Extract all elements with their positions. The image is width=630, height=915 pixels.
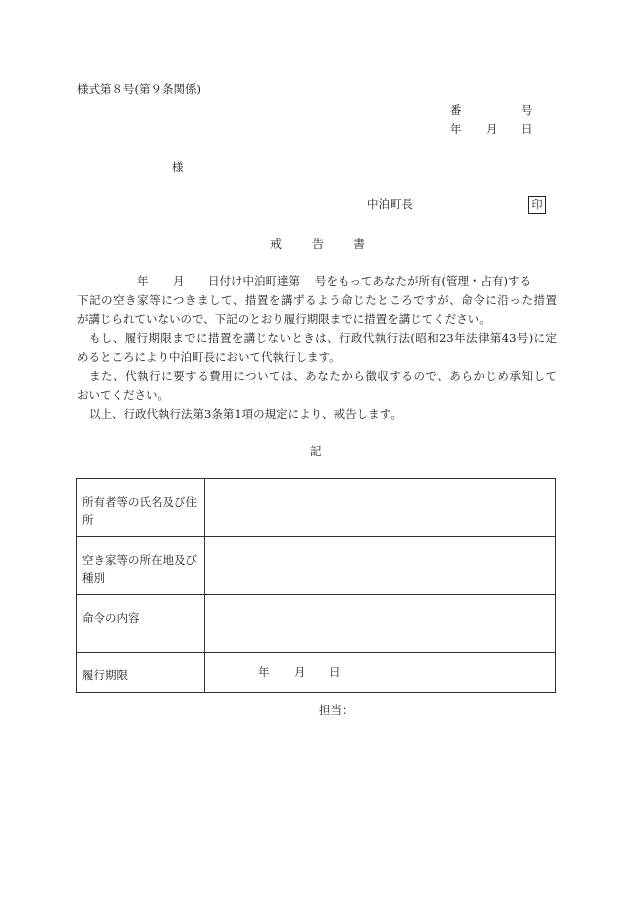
order-date-year: 年: [137, 274, 149, 288]
issuer-name: 中泊町長: [367, 197, 413, 211]
body-line-8: 以上、行政代執行法第3条第1項の規定により、戒告します。: [89, 407, 402, 421]
document-number-suffix: 号: [521, 103, 533, 117]
order-content-label: 命令の内容: [77, 595, 205, 653]
body-line-2: 下記の空き家等につきまして、措置を講ずるよう命じたところですが、命令に沿った措置: [77, 293, 557, 307]
body-line-5: めるところにより中泊町長において代執行します。: [77, 350, 341, 364]
body-line-7: おいてください。: [77, 388, 169, 402]
owner-label: 所有者等の氏名及び住所: [77, 479, 205, 537]
table-row-owner: [77, 479, 556, 537]
order-date-month: 月: [173, 274, 185, 288]
contact-person-label: 担当：: [319, 703, 354, 717]
document-number-label: 番: [450, 103, 462, 117]
body-line-3: が講じられていないので、下記のとおり履行期限までに措置を講じてください。: [77, 312, 491, 326]
deadline-day: 日: [329, 665, 341, 679]
ki-heading: 記: [310, 444, 322, 458]
table-row-deadline: [77, 653, 556, 693]
seal-mark: 印: [528, 196, 546, 214]
order-reference-tail: 号をもってあなたが所有(管理・占有)する: [315, 274, 531, 288]
document-title-char-3: 書: [353, 237, 366, 251]
deadline-year: 年: [258, 665, 270, 679]
date-year: 年: [450, 122, 462, 136]
details-table: [76, 478, 556, 693]
date-month: 月: [486, 122, 498, 136]
order-reference-text: 日付け中泊町達第: [208, 274, 300, 288]
table-row-order: [77, 595, 556, 653]
body-line-6: また、代執行に要する費用については、あなたから徴収するので、あらかじめ承知して: [89, 369, 557, 383]
deadline-month: 月: [294, 665, 306, 679]
table-row-property: [77, 537, 556, 595]
document-title-char-2: 告: [312, 237, 325, 251]
addressee-suffix: 様: [172, 160, 184, 174]
order-content-value-cell: [205, 595, 556, 653]
owner-value-cell: [205, 479, 556, 537]
body-line-4: もし、履行期限までに措置を講じないときは、行政代執行法(昭和23年法律第43号)に定: [89, 331, 557, 345]
form-number-label: 様式第８号(第９条関係): [77, 82, 201, 96]
property-value-cell: [205, 537, 556, 595]
deadline-label: 履行期限: [77, 653, 205, 693]
property-label: 空き家等の所在地及び種別: [77, 537, 205, 595]
date-day: 日: [521, 122, 533, 136]
deadline-value-cell: [205, 653, 556, 693]
document-title-char-1: 戒: [270, 237, 283, 251]
